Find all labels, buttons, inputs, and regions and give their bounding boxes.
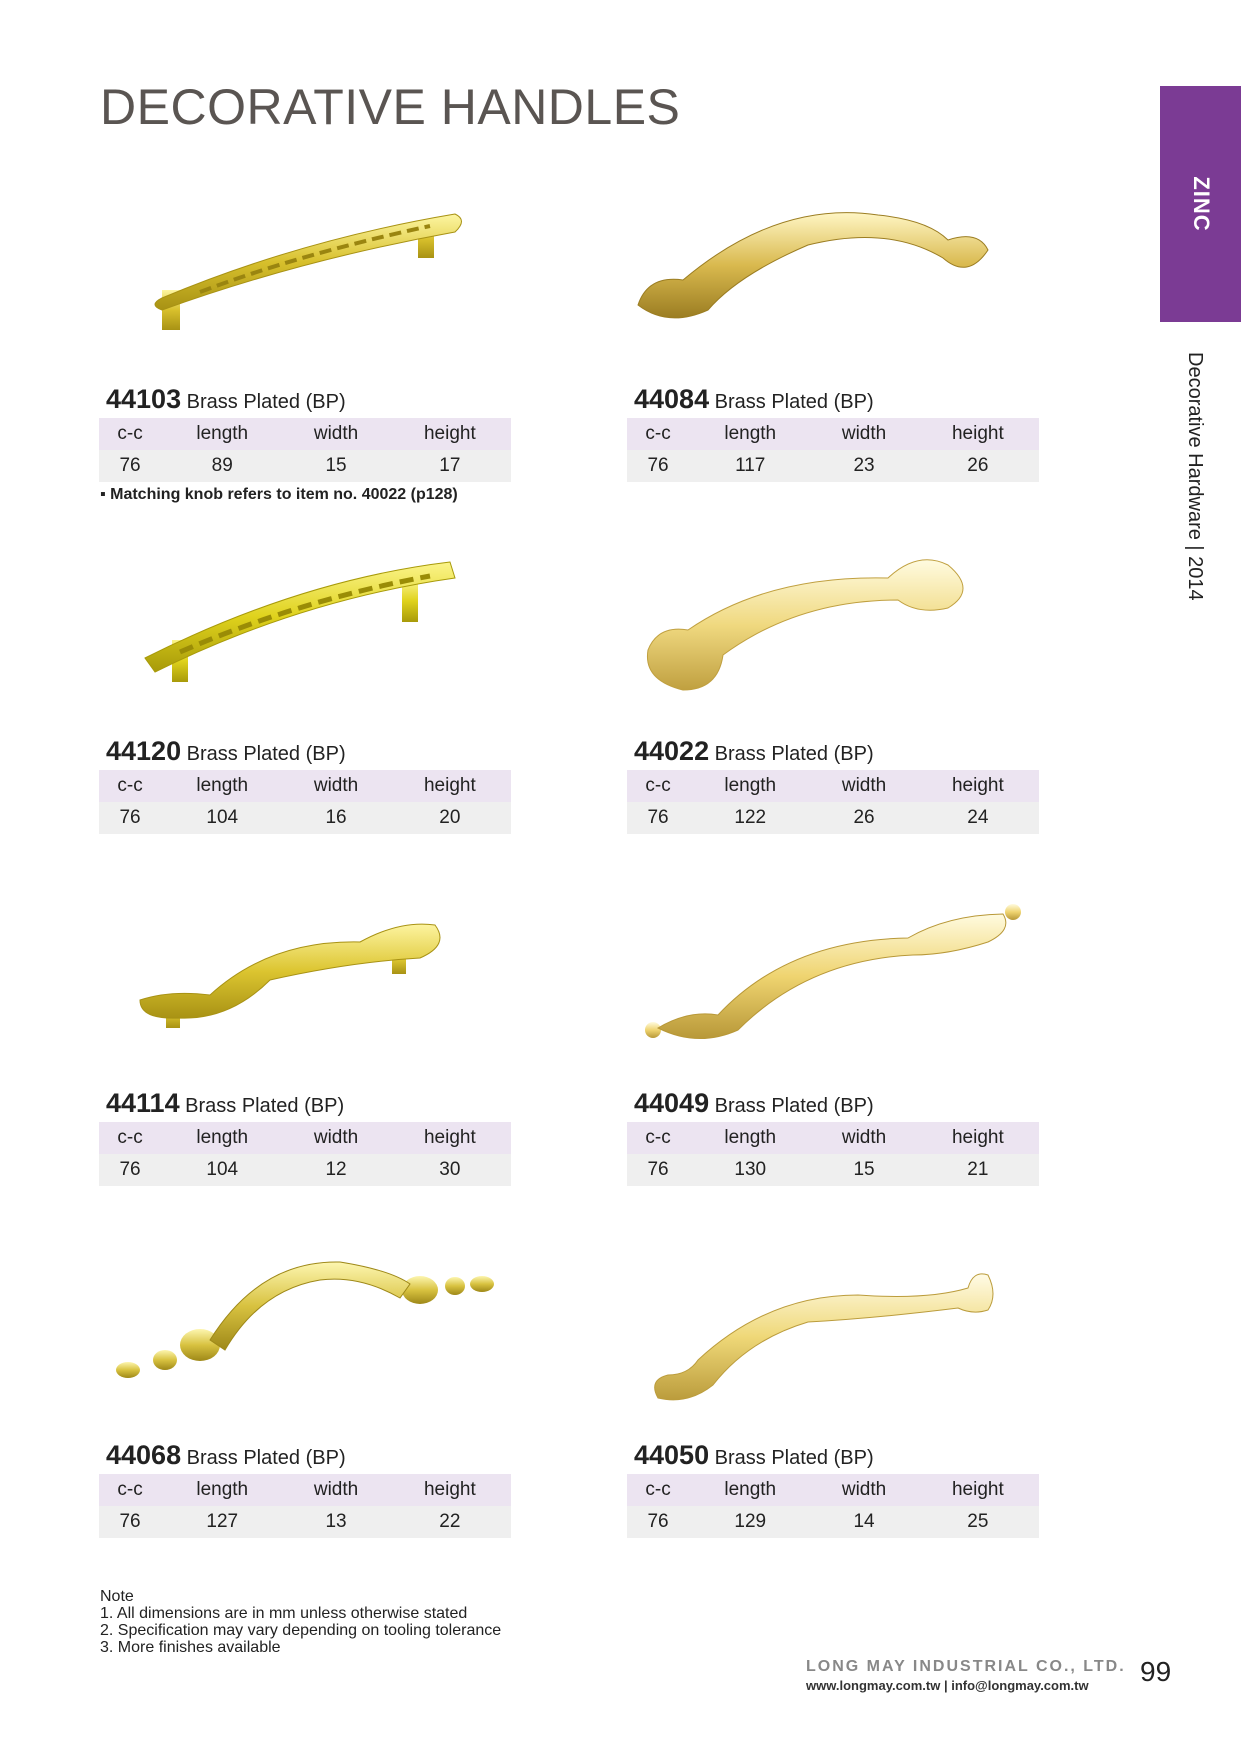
spec-height: 30 <box>389 1154 511 1186</box>
spec-header-cc: c-c <box>627 1474 689 1506</box>
spec-table <box>99 1474 511 1538</box>
spec-length: 89 <box>161 450 283 482</box>
item-finish: Brass Plated (BP) <box>714 743 874 765</box>
spec-header-cc: c-c <box>99 770 161 802</box>
spec-height: 20 <box>389 802 511 834</box>
item-heading <box>634 736 874 767</box>
spec-cc: 76 <box>99 1154 161 1186</box>
spec-header-width: width <box>283 770 388 802</box>
item-finish: Brass Plated (BP) <box>185 1095 345 1117</box>
note-line: 3. More finishes available <box>100 1639 281 1656</box>
spec-header-length: length <box>689 418 811 450</box>
item-heading <box>106 736 346 767</box>
spec-width: 14 <box>811 1506 916 1538</box>
item-heading <box>106 384 346 415</box>
spec-header-height: height <box>389 770 511 802</box>
spec-height: 21 <box>917 1154 1039 1186</box>
spec-header-cc: c-c <box>627 1122 689 1154</box>
spec-cc: 76 <box>627 1154 689 1186</box>
item-heading <box>106 1440 346 1471</box>
spec-header-length: length <box>161 1122 283 1154</box>
item-heading <box>634 384 874 415</box>
spec-header-height: height <box>917 770 1039 802</box>
spec-header-cc: c-c <box>627 770 689 802</box>
item-finish: Brass Plated (BP) <box>186 1447 346 1469</box>
spec-length: 122 <box>689 802 811 834</box>
page-title: DECORATIVE HANDLES <box>100 79 681 135</box>
handle-44050-image <box>628 1250 1040 1410</box>
catalog-label <box>1178 352 1208 622</box>
spec-header-height: height <box>917 1122 1039 1154</box>
spec-cc: 76 <box>627 450 689 482</box>
item-finish: Brass Plated (BP) <box>714 1447 874 1469</box>
spec-table <box>627 1474 1039 1538</box>
item-finish: Brass Plated (BP) <box>186 391 346 413</box>
handle-44103-image <box>100 180 512 340</box>
company-contact: www.longmay.com.tw | info@longmay.com.tw <box>806 1678 1089 1693</box>
spec-header-width: width <box>811 418 916 450</box>
knob-note: ▪ Matching knob refers to item no. 40022 (p128) <box>100 486 458 503</box>
spec-table <box>627 418 1039 482</box>
catalog-label-text: Decorative Hardware | 2014 <box>1184 352 1206 601</box>
spec-cc: 76 <box>99 1506 161 1538</box>
spec-length: 130 <box>689 1154 811 1186</box>
spec-table <box>99 418 511 482</box>
spec-header-height: height <box>917 1474 1039 1506</box>
item-heading <box>106 1088 344 1119</box>
spec-width: 12 <box>283 1154 388 1186</box>
handle-44120-image <box>100 540 512 700</box>
note-line: 1. All dimensions are in mm unless otherwise stated <box>100 1605 468 1622</box>
handle-44068-image <box>100 1250 512 1410</box>
notes-heading: Note <box>100 1588 134 1605</box>
spec-height: 25 <box>917 1506 1039 1538</box>
item-finish: Brass Plated (BP) <box>714 1095 874 1117</box>
item-code: 44049 <box>634 1088 710 1118</box>
item-code: 44103 <box>106 384 182 414</box>
spec-height: 24 <box>917 802 1039 834</box>
spec-length: 104 <box>161 1154 283 1186</box>
spec-header-cc: c-c <box>99 1474 161 1506</box>
spec-length: 127 <box>161 1506 283 1538</box>
spec-header-height: height <box>389 418 511 450</box>
handle-44084-image <box>628 180 1040 340</box>
item-finish: Brass Plated (BP) <box>186 743 346 765</box>
spec-length: 117 <box>689 450 811 482</box>
spec-table <box>627 1122 1039 1186</box>
spec-cc: 76 <box>99 450 161 482</box>
spec-length: 104 <box>161 802 283 834</box>
spec-header-height: height <box>389 1474 511 1506</box>
spec-cc: 76 <box>627 802 689 834</box>
spec-header-height: height <box>917 418 1039 450</box>
spec-table <box>627 770 1039 834</box>
spec-header-width: width <box>283 418 388 450</box>
spec-header-width: width <box>811 770 916 802</box>
spec-header-width: width <box>811 1122 916 1154</box>
spec-header-cc: c-c <box>99 1122 161 1154</box>
company-name: LONG MAY INDUSTRIAL CO., LTD. <box>806 1658 1126 1675</box>
item-code: 44120 <box>106 736 182 766</box>
spec-header-length: length <box>689 1474 811 1506</box>
spec-width: 16 <box>283 802 388 834</box>
spec-table <box>99 770 511 834</box>
spec-cc: 76 <box>99 802 161 834</box>
spec-width: 26 <box>811 802 916 834</box>
item-code: 44050 <box>634 1440 710 1470</box>
spec-header-cc: c-c <box>627 418 689 450</box>
spec-header-width: width <box>811 1474 916 1506</box>
notes <box>100 1588 501 1656</box>
spec-height: 17 <box>389 450 511 482</box>
spec-length: 129 <box>689 1506 811 1538</box>
note-line: 2. Specification may vary depending on tooling tolerance <box>100 1622 502 1639</box>
spec-header-length: length <box>161 418 283 450</box>
handle-44049-image <box>628 900 1040 1060</box>
spec-width: 15 <box>283 450 388 482</box>
spec-header-length: length <box>161 770 283 802</box>
item-code: 44068 <box>106 1440 182 1470</box>
page-number: 99 <box>1140 1656 1172 1687</box>
handle-44022-image <box>628 540 1040 700</box>
handle-44114-image <box>100 900 512 1060</box>
spec-header-length: length <box>689 770 811 802</box>
category-tab-label: ZINC <box>1188 176 1214 232</box>
item-code: 44084 <box>634 384 710 414</box>
item-heading <box>634 1088 874 1119</box>
spec-height: 22 <box>389 1506 511 1538</box>
category-tab <box>1160 86 1241 322</box>
spec-width: 23 <box>811 450 916 482</box>
item-code: 44114 <box>106 1088 180 1118</box>
spec-header-cc: c-c <box>99 418 161 450</box>
spec-header-height: height <box>389 1122 511 1154</box>
spec-header-width: width <box>283 1474 388 1506</box>
spec-table <box>99 1122 511 1186</box>
item-heading <box>634 1440 874 1471</box>
spec-header-length: length <box>689 1122 811 1154</box>
spec-width: 15 <box>811 1154 916 1186</box>
item-code: 44022 <box>634 736 710 766</box>
item-finish: Brass Plated (BP) <box>714 391 874 413</box>
spec-cc: 76 <box>627 1506 689 1538</box>
spec-width: 13 <box>283 1506 388 1538</box>
spec-height: 26 <box>917 450 1039 482</box>
spec-header-length: length <box>161 1474 283 1506</box>
spec-header-width: width <box>283 1122 388 1154</box>
